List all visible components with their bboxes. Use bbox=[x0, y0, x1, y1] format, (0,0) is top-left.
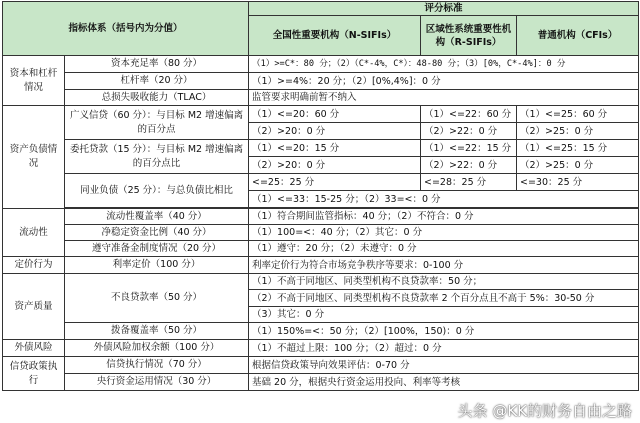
indicator-lcr: 流动性覆盖率（40 分） bbox=[65, 209, 249, 225]
standard-provision: （1）150%=<：50 分；（2）[100%，150)：0 分 bbox=[249, 323, 639, 340]
indicator-foreign-debt: 外债风险加权余额（100 分） bbox=[65, 340, 249, 357]
standard-foreign-debt: （1）不超过上限：100 分；（2）超过：0 分 bbox=[249, 340, 639, 357]
indicator-cb-funds: 央行资金运用情况（30 分） bbox=[65, 374, 249, 391]
standard-broad-credit-r1: （1）<=22：60 分 bbox=[421, 106, 517, 123]
group-liquidity: 流动性 bbox=[3, 209, 65, 257]
standard-capital-adequacy: （1）>=C*：80 分；（2）（C*-4%，C*）：48-80 分；（3）[0%，C*-4%]：0 分 bbox=[249, 56, 639, 73]
header-nsifi: 全国性重要机构（N-SIFIs） bbox=[249, 16, 421, 56]
indicator-reserve: 遵守准备金制度情况（20 分） bbox=[65, 241, 249, 257]
standard-interbank-c1: <=30：25 分 bbox=[517, 174, 639, 191]
standard-credit-exec: 根据信贷政策导向效果评估：0-70 分 bbox=[249, 357, 639, 374]
group-pricing: 定价行为 bbox=[3, 257, 65, 274]
indicator-tlac: 总损失吸收能力（TLAC） bbox=[65, 90, 249, 106]
standard-reserve: （1）遵守：20 分；（2）未遵守：0 分 bbox=[249, 241, 639, 257]
standard-entrusted-r1: （1）<=22：15 分 bbox=[421, 140, 517, 157]
standard-npl-3: （3）其它：0 分 bbox=[249, 307, 639, 323]
indicator-leverage: 杠杆率（20 分） bbox=[65, 73, 249, 90]
group-capital: 资本和杠杆情况 bbox=[3, 56, 65, 106]
header-indicator-system: 指标体系（括号内为分值） bbox=[3, 2, 249, 56]
standard-broad-credit-c1: （1）<=25：60 分 bbox=[517, 106, 639, 123]
watermark: 头条 @KK的财务自由之路 bbox=[457, 402, 632, 420]
header-rsifi: 区域性系统重要性机构（R-SIFIs） bbox=[421, 16, 517, 56]
indicator-npl: 不良贷款率（50 分） bbox=[65, 274, 249, 323]
standard-entrusted-n2: （2）>20：0 分 bbox=[249, 157, 421, 174]
group-foreign-debt: 外债风险 bbox=[3, 340, 65, 357]
standard-entrusted-n1: （1）<=20：15 分 bbox=[249, 140, 421, 157]
standard-entrusted-r2: （2）>22：0 分 bbox=[421, 157, 517, 174]
standard-lcr: （1）符合期间监管指标：40 分；（2）不符合：0 分 bbox=[249, 209, 639, 225]
scoring-table bbox=[2, 1, 639, 391]
indicator-interbank-liab: 同业负债（25 分）：与总负债比相比 bbox=[65, 174, 249, 208]
standard-broad-credit-c2: （2）>25：0 分 bbox=[517, 123, 639, 140]
standard-entrusted-c2: （2）>25：0 分 bbox=[517, 157, 639, 174]
header-scoring-standard: 评分标准 bbox=[249, 2, 639, 16]
header-cfi: 普通机构（CFIs） bbox=[517, 16, 639, 56]
indicator-nsfr: 净稳定资金比例（40 分） bbox=[65, 225, 249, 241]
standard-broad-credit-n2: （2）>20：0 分 bbox=[249, 123, 421, 140]
standard-entrusted-c1: （1）<=25：15 分 bbox=[517, 140, 639, 157]
standard-leverage: （1）>=4%：20 分；（2）[0%,4%]：0 分 bbox=[249, 73, 639, 90]
standard-broad-credit-n1: （1）<=20：60 分 bbox=[249, 106, 421, 123]
indicator-rate-pricing: 利率定价（100 分） bbox=[65, 257, 249, 274]
standard-rate-pricing: 利率定价行为符合市场竞争秩序等要求：0-100 分 bbox=[249, 257, 639, 274]
indicator-capital-adequacy: 资本充足率（80 分） bbox=[65, 56, 249, 73]
group-asset-liability: 资产负债情况 bbox=[3, 106, 65, 209]
indicator-entrusted-loans: 委托贷款（15 分）：与目标 M2 增速偏离的百分点比 bbox=[65, 140, 249, 174]
standard-npl-1: （1）不高于同地区、同类型机构不良贷款率：50 分； bbox=[249, 274, 639, 290]
standard-interbank-n1: <=25：25 分 bbox=[249, 174, 421, 191]
standard-broad-credit-r2: （2）>22：0 分 bbox=[421, 123, 517, 140]
standard-interbank-r1: <=28：25 分 bbox=[421, 174, 517, 191]
indicator-broad-credit: 广义信贷（60 分）：与目标 M2 增速偏离的百分点 bbox=[65, 106, 249, 140]
standard-npl-2: （2）不高于同地区、同类型机构不良贷款率 2 个百分点且不高于 5%：30-50 分 bbox=[249, 290, 639, 307]
standard-nsfr: （1）100=<：40 分；（2）其它：0 分 bbox=[249, 225, 639, 241]
standard-cb-funds: 基础 20 分，根据央行资金运用投向、利率等考核 bbox=[249, 374, 639, 391]
group-asset-quality: 资产质量 bbox=[3, 274, 65, 340]
indicator-provision: 拨备覆盖率（50 分） bbox=[65, 323, 249, 340]
indicator-credit-exec: 信贷执行情况（70 分） bbox=[65, 357, 249, 374]
standard-interbank-all: （1）<=33：15-25 分；（2）33=<：0 分 bbox=[249, 191, 639, 208]
standard-tlac: 监管要求明确前暂不纳入 bbox=[249, 90, 639, 106]
group-credit-policy: 信贷政策执行 bbox=[3, 357, 65, 391]
